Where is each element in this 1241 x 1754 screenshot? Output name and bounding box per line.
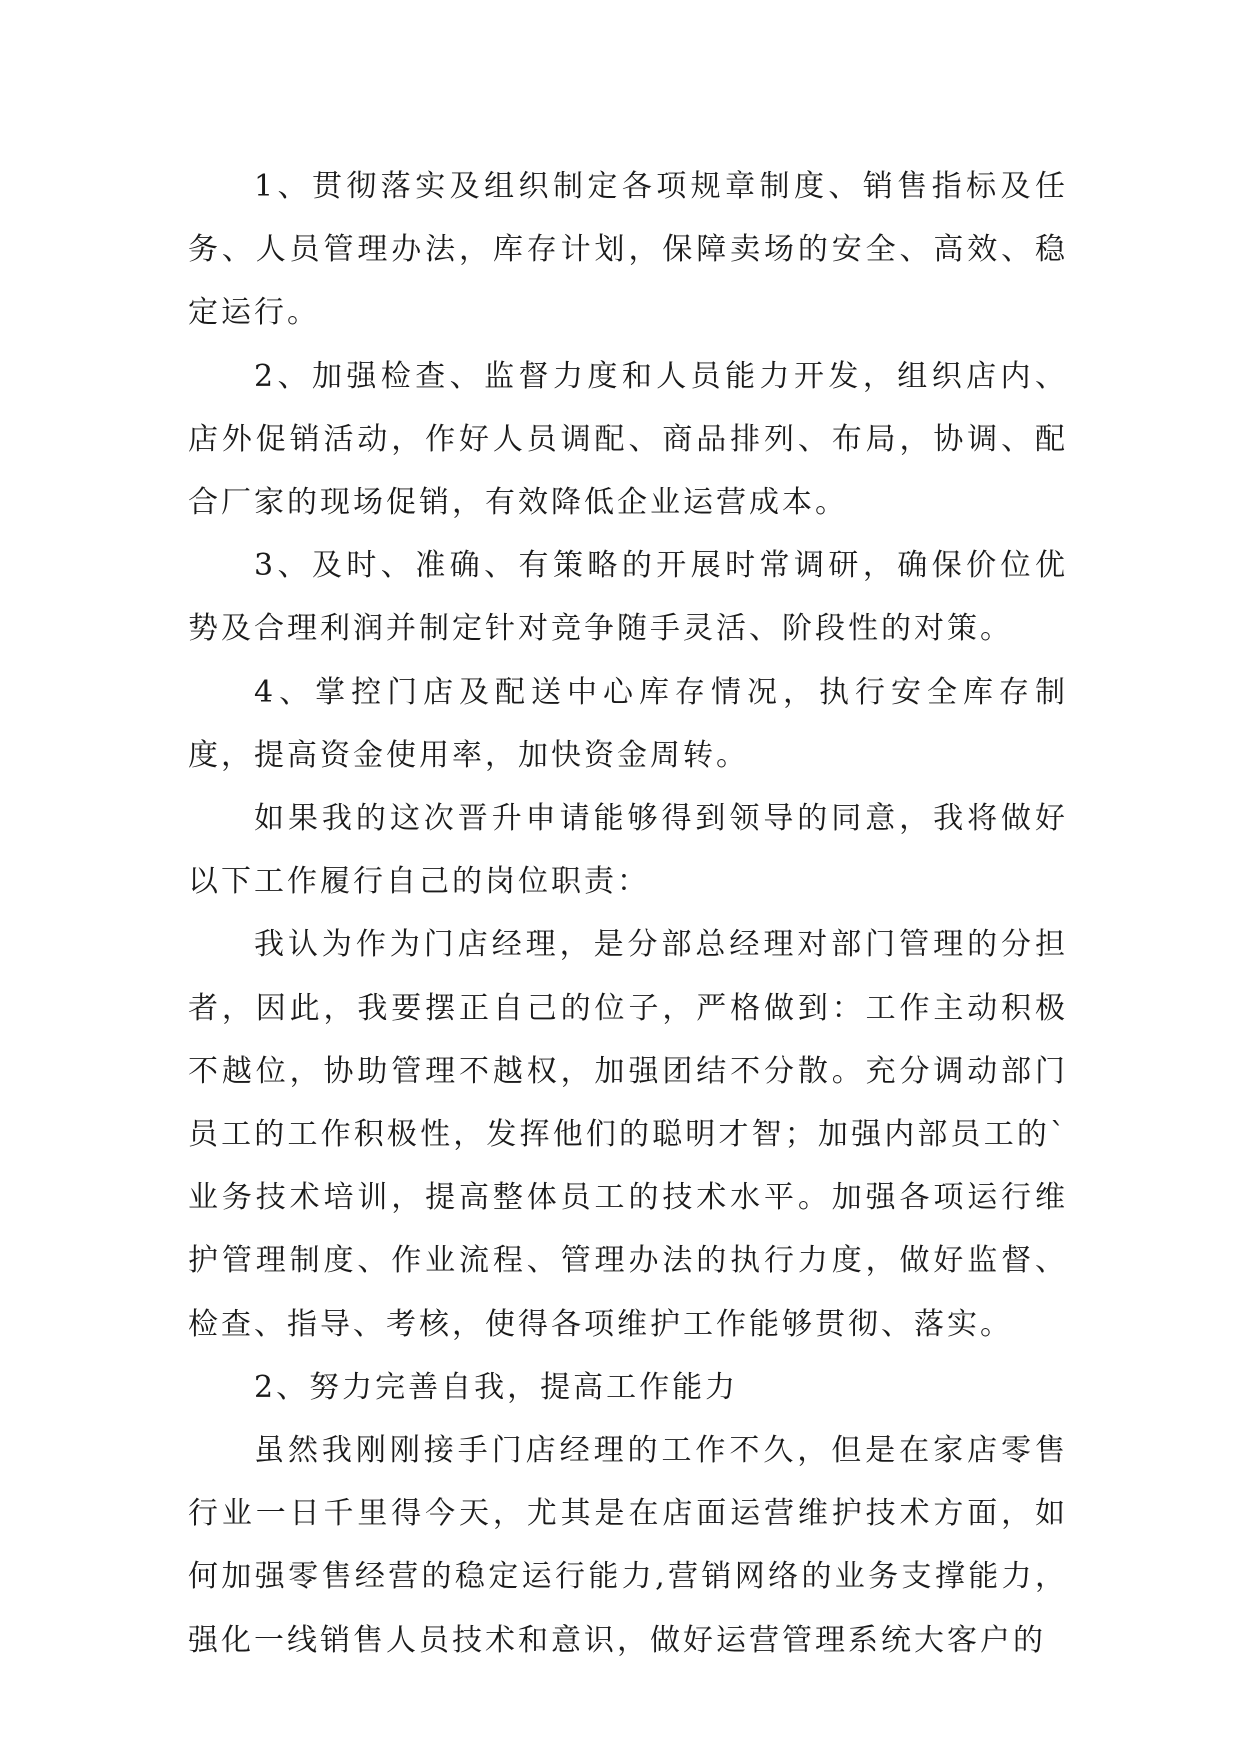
paragraph-duty-2: 2、加强检查、监督力度和人员能力开发，组织店内、店外促销活动，作好人员调配、商品排列、布局，协调、配合厂家的现场促销，有效降低企业运营成本。 [188, 358, 1068, 521]
document-body [188, 155, 1068, 1672]
paragraph-section-heading: 2、努力完善自我，提高工作能力 [254, 1369, 739, 1405]
paragraph-self-improvement: 虽然我刚刚接手门店经理的工作不久，但是在家店零售行业一日千里得今天，尤其是在店面运营维护技术方面，如何加强零售经营的稳定运行能力,营销网络的业务支撑能力，强化一线销售人员技术和意识，做好运营管理系统大客户的 [188, 1433, 1068, 1658]
paragraph-duty-3: 3、及时、准确、有策略的开展时常调研，确保价位优势及合理利润并制定针对竞争随手灵活、阶段性的对策。 [188, 548, 1068, 647]
paragraph-duty-4: 4、掌控门店及配送中心库存情况，执行安全库存制度，提高资金使用率，加快资金周转。 [188, 674, 1068, 773]
paragraph-promotion-intro: 如果我的这次晋升申请能够得到领导的同意，我将做好以下工作履行自己的岗位职责： [188, 801, 1068, 900]
paragraph-manager-role: 我认为作为门店经理，是分部总经理对部门管理的分担者，因此，我要摆正自己的位子，严格做到：工作主动积极不越位，协助管理不越权，加强团结不分散。充分调动部门员工的工作积极性，发挥他们的聪明才智；加强内部员工的`业务技术培训，提高整体员工的技术水平。加强各项运行维护管理制度、作业流程、管理办法的执行力度，做好监督、检查、指导、考核，使得各项维护工作能够贯彻、落实。 [188, 927, 1068, 1342]
paragraph-duty-1: 1、贯彻落实及组织制定各项规章制度、销售指标及任务、人员管理办法，库存计划，保障卖场的安全、高效、稳定运行。 [188, 169, 1068, 331]
